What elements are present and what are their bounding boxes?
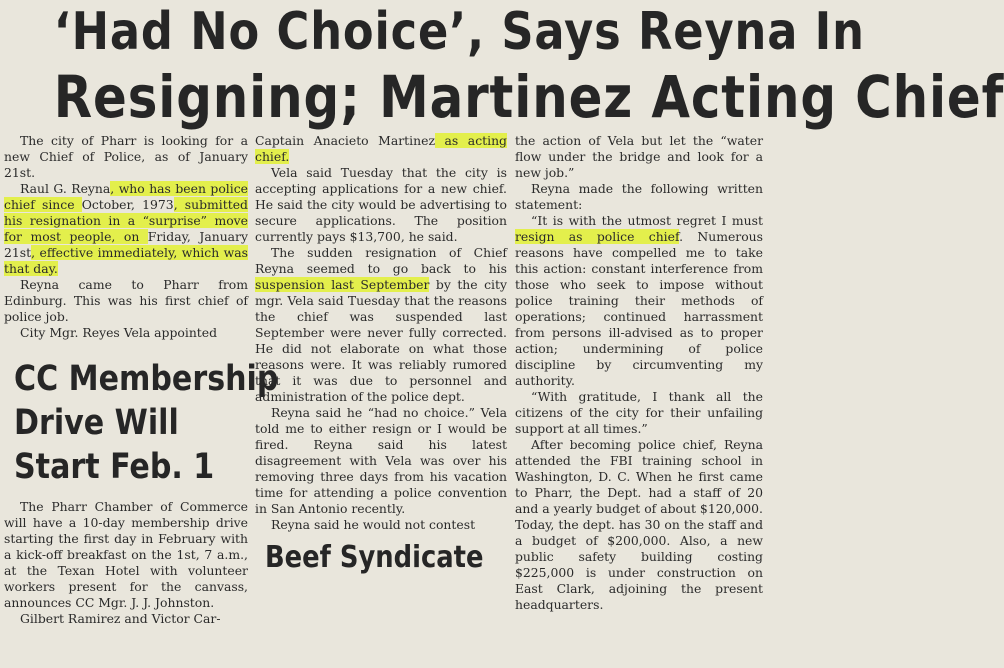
article-1-column-1 bbox=[4, 133, 248, 341]
highlighted-text: , who has been police chief since bbox=[4, 181, 249, 212]
article-paragraph: Vela said Tuesday that the city is accepting applications for a new chief. He said the city would be advertising to secure applications. The position currently pays $13,700, he said. bbox=[255, 165, 507, 244]
article-paragraph: Raul G. Reyna, who has been police chief since October, 1973, submitted his resignation in a “surprise” move for most people, on Friday, January 21st, effective immediately, which was that day. bbox=[4, 181, 249, 276]
article-paragraph: the action of Vela but let the “water flow under the bridge and look for a new job.” bbox=[515, 133, 763, 180]
sub-headline-line: Drive Will bbox=[14, 403, 179, 443]
article-paragraph: “It is with the utmost regret I must resign as police chief. Numerous reasons have compelled me to take this action: constant interference from those who seek to impose without police training their methods of operations; continued harrassment from persons ill-advised as to proper action; undermining of police discipline by circumventing my authority. bbox=[515, 213, 763, 388]
article-paragraph: City Mgr. Reyes Vela appointed bbox=[20, 325, 218, 340]
sub-headline-line: CC Membership bbox=[14, 359, 279, 399]
sub-headline-cc-membership bbox=[14, 357, 279, 489]
article-paragraph: The Pharr Chamber of Commerce will have a 10-day membership drive starting the first day in February with a kick-off breakfast on the 1st, 7 a.m., at the Texan Hotel with volunteer workers present for the canvass, announces CC Mgr. J. J. Johnston. bbox=[4, 499, 248, 610]
sub-headline-line: Start Feb. 1 bbox=[14, 447, 215, 487]
highlighted-text: resign as police chief bbox=[515, 229, 680, 244]
column-1 bbox=[4, 133, 279, 627]
article-paragraph: Captain Anacieto Martinez as acting chief. bbox=[255, 133, 507, 164]
article-paragraph: Gilbert Ramirez and Victor Car- bbox=[20, 611, 221, 626]
article-paragraph: Reyna came to Pharr from Edinburg. This was his first chief of police job. bbox=[4, 277, 248, 324]
article-paragraph: The sudden resignation of Chief Reyna seemed to go back to his suspension last September by the city mgr. Vela said Tuesday that the reasons the chief was suspended last September were never fully corrected. He did not elaborate on what those reasons were. It was reliably rumored that it was due to personnel and administration of the police dept. bbox=[255, 245, 507, 404]
highlighted-text: as acting chief. bbox=[255, 133, 507, 164]
article-paragraph: “With gratitude, I thank all the citizens of the city for their unfailing support at all times.” bbox=[515, 389, 763, 436]
column-3 bbox=[515, 133, 763, 613]
article-paragraph: Reyna said he “had no choice.” Vela told me to either resign or I would be fired. Reyna said his latest disagreement with Vela was over his removing three days from his vacation time for attending a police convention in San Antonio recently. bbox=[255, 405, 507, 516]
article-paragraph: Reyna said he would not contest bbox=[271, 517, 476, 532]
highlighted-text: suspension last September bbox=[255, 277, 430, 292]
article-paragraph: After becoming police chief, Reyna attended the FBI training school in Washington, D. C. When he first came to Pharr, the Dept. had a staff of 20 and a yearly budget of about $120,000. Today, the dept. has 30 on the staff and a budget of $200,000. Also, a new public safety building costing $225,000 is under construction on East Clark, adjoining the present headquarters. bbox=[515, 437, 763, 612]
article-2-body bbox=[4, 499, 248, 627]
headline-line-2: Resigning; Martinez Acting Chief bbox=[53, 63, 1004, 131]
highlighted-text: , effective immediately, which was that day. bbox=[4, 245, 248, 276]
article-paragraph: The city of Pharr is looking for a new Chief of Police, as of January 21st. bbox=[4, 133, 248, 180]
sub-headline-beef-syndicate: Beef Syndicate bbox=[265, 540, 484, 575]
headline-line-1: ‘Had No Choice’, Says Reyna In bbox=[53, 2, 865, 62]
article-paragraph: Reyna made the following written statement: bbox=[515, 181, 763, 212]
column-2 bbox=[255, 133, 507, 575]
highlighted-text: , submitted his resignation in a “surprise” move for most people, on bbox=[4, 197, 248, 244]
